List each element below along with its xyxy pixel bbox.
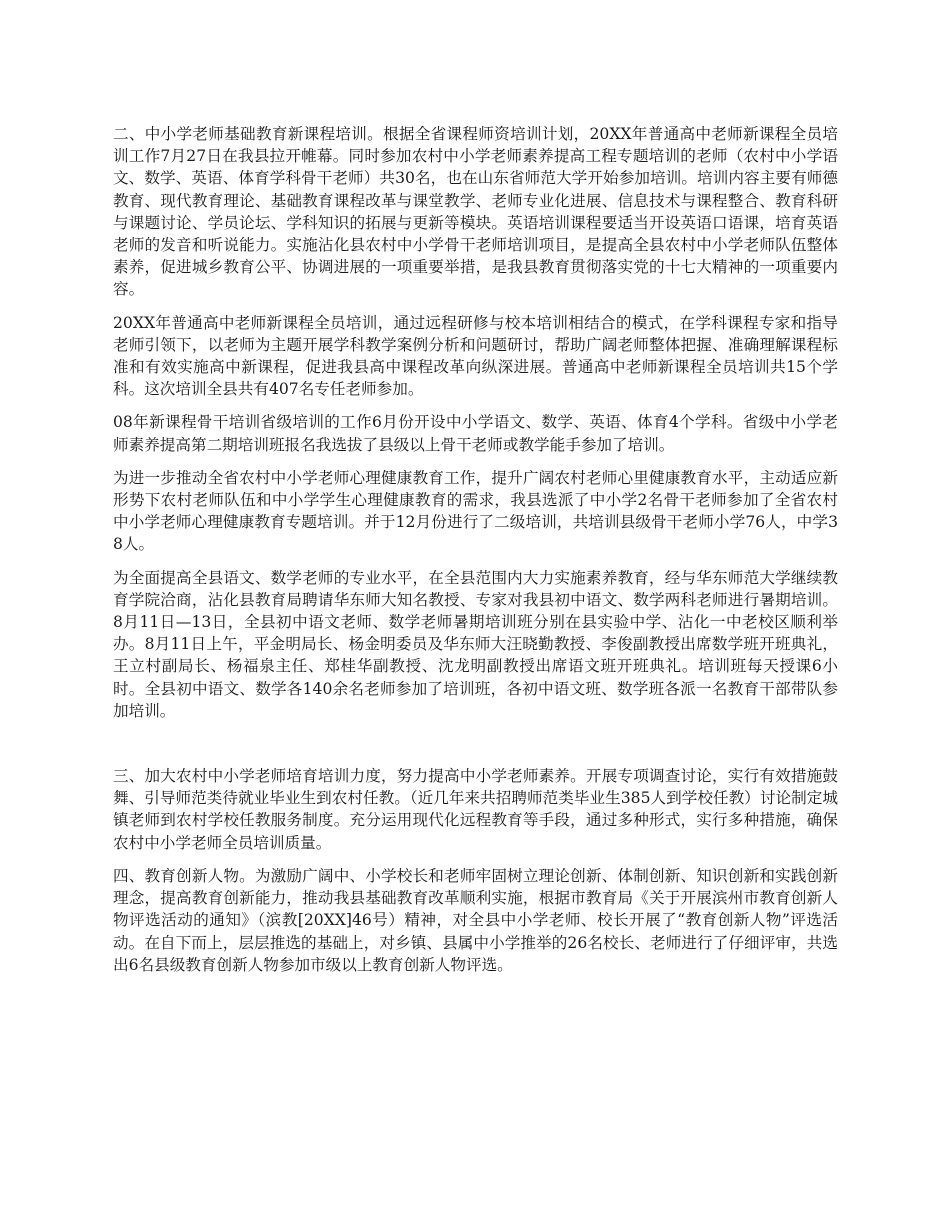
- paragraph-provincial-backbone-training: 08年新课程骨干培训省级培训的工作6月份开设中小学语文、数学、英语、体育4个学科。省级中小学老师素养提高第二期培训班报名我选拔了县级以上骨干老师或教学能手参加了培训。: [113, 413, 838, 454]
- paragraph-mental-health-training: 为进一步推动全省农村中小学老师心理健康教育工作，提升广阔农村老师心里健康教育水平，主动适应新形势下农村老师队伍和中小学学生心理健康教育的需求，我县选派了中小学2名骨干老师参加了全省农村中小学老师心理健康教育专题培训。并于12月份进行了二级培训，共培训县级骨干老师小学76人，中学38人。: [113, 468, 838, 554]
- section-spacer: [113, 733, 838, 765]
- paragraph-summer-training: 为全面提高全县语文、数学老师的专业水平，在全县范围内大力实施素养教育，经与华东师范大学继续教育学院洽商，沾化县教育局聘请华东师大知名教授、专家对我县初中语文、数学两科老师进行暑期培训。8月11日—13日，全县初中语文老师、数学老师暑期培训班分别在县实验中学、沾化一中老校区顺利举办。8月11日上午，平金明局长、杨金明委员及华东师大汪晓勤教授、李俊副教授出席数学班开班典礼，王立村副局长、杨福泉主任、郑桂华副教授、沈龙明副教授出席语文班开班典礼。培训班每天授课6小时。全县初中语文、数学各140余名老师参加了培训班，各初中语文班、数学班各派一名教育干部带队参加培训。: [113, 568, 838, 720]
- paragraph-education-innovators: 四、教育创新人物。为激励广阔中、小学校长和老师牢固树立理论创新、体制创新、知识创新和实践创新理念，提高教育创新能力，推动我县基础教育改革顺利实施，根据市教育局《关于开展滨州市教育创新人物评选活动的通知》（滨教[20XX]46号）精神，对全县中小学老师、校长开展了“教育创新人物”评选活动。在自下而上，层层推选的基础上，对乡镇、县属中小学推举的26名校长、老师进行了仔细评审，共选出6名县级教育创新人物参加市级以上教育创新人物评选。: [113, 866, 838, 974]
- paragraph-high-school-full-training: 20XX年普通高中老师新课程全员培训，通过远程研修与校本培训相结合的模式，在学科课程专家和指导老师引领下，以老师为主题开展学科教学案例分析和问题研讨，帮助广阔老师整体把握、准确理解课程标准和有效实施高中新课程，促进我县高中课程改革向纵深进展。普通高中老师新课程全员培训共15个学科。这次培训全县共有407名专任老师参加。: [113, 313, 838, 399]
- paragraph-rural-teacher-training: 三、加大农村中小学老师培育培训力度，努力提高中小学老师素养。开展专项调查讨论，实行有效措施鼓舞、引导师范类待就业毕业生到农村任教。（近几年来共招聘师范类毕业生385人到学校任教）讨论制定城镇老师到农村学校任教服务制度。充分运用现代化远程教育等手段，通过多种形式，实行多种措施，确保农村中小学老师全员培训质量。: [113, 767, 838, 852]
- paragraph-teacher-new-curriculum-training: 二、中小学老师基础教育新课程培训。根据全省课程师资培训计划，20XX年普通高中老师新课程全员培训工作7月27日在我县拉开帷幕。同时参加农村中小学老师素养提高工程专题培训的老师（农村中小学语文、数学、英语、体育学科骨干老师）共30名，也在山东省师范大学开始参加培训。培训内容主要有师德教育、现代教育理论、基础教育课程改革与课堂教学、老师专业化进展、信息技术与课程整合、教育科研与课题讨论、学员论坛、学科知识的拓展与更新等模块。英语培训课程要适当开设英语口语课，培育英语老师的发音和听说能力。实施沾化县农村中小学骨干老师培训项目，是提高全县农村中小学老师队伍整体素养，促进城乡教育公平、协调进展的一项重要举措，是我县教育贯彻落实党的十七大精神的一项重要内容。: [113, 125, 838, 299]
- document-body: [113, 123, 838, 987]
